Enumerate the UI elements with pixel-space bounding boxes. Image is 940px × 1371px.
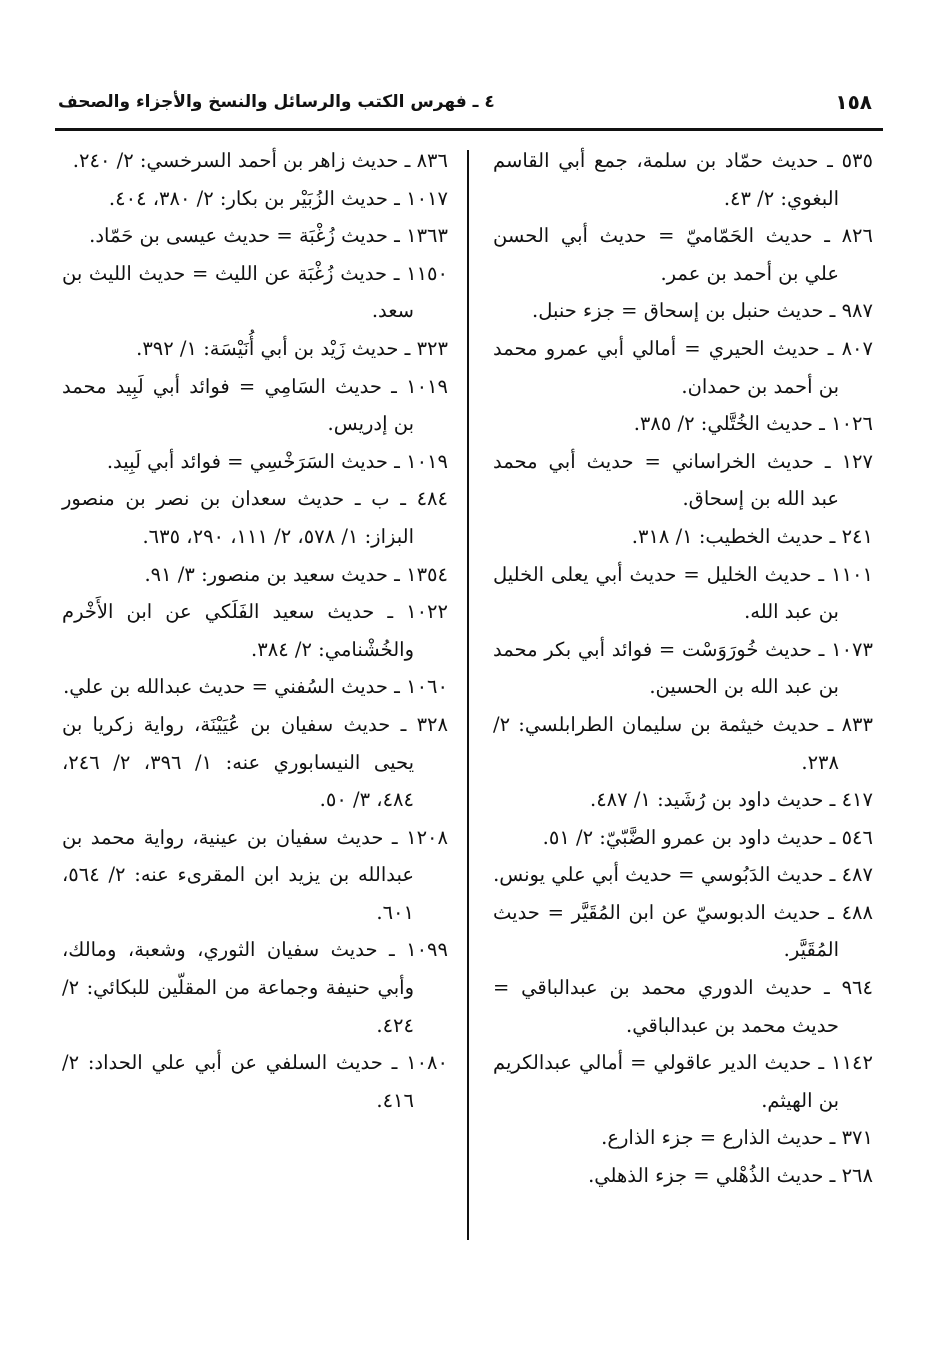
index-entry — [493, 217, 873, 292]
index-entry — [62, 668, 448, 706]
entry-heading: ٥٣٥ ـ حديث حمّاد بن سلمة، جمع أبي القاسم — [493, 149, 873, 172]
entry-continuation: محمد بن أحمد بن حمدان. — [493, 336, 839, 398]
entry-heading: ١٠٧٣ ـ حديث خُورَوَسْت = فوائد أبي بكر — [544, 637, 873, 661]
index-entry — [62, 443, 448, 481]
index-entry — [62, 1044, 448, 1119]
entry-heading: ٣٢٣ ـ حديث زَيْد بن أبي أُنَيْسَة: ١/ ٣٩٢. — [136, 336, 448, 360]
index-entry — [493, 894, 873, 969]
entry-heading: ١٠١٩ ـ حديث السَرَخْسِي = فوائد أبي لَبِيد. — [106, 449, 448, 473]
index-entry — [493, 819, 873, 857]
index-entry — [493, 556, 873, 631]
index-entry — [62, 330, 448, 368]
index-entry — [493, 1044, 873, 1119]
entry-heading: ٣٧١ ـ حديث الذارع = جزء الذارع. — [601, 1126, 873, 1150]
entry-continuation: يحيى النيسابوري عنه: ١/ ٣٩٦، ٢/ ٢٤٦، ٤٨٤، ٣/ ٥٠. — [62, 750, 414, 812]
index-entry — [493, 330, 873, 405]
entry-continuation: عبد الله بن إسحاق. — [682, 487, 839, 511]
index-entry — [62, 368, 448, 443]
left-column — [62, 142, 448, 1119]
entry-heading: ١١٥٠ ـ حديث زُغْبَة عن الليث = حديث — [138, 261, 448, 285]
entry-heading: ١٠٢٢ ـ حديث سعيد الفَلَكي عن ابن الأَخْرم — [62, 600, 448, 624]
index-entry — [493, 518, 873, 556]
index-entry — [62, 180, 448, 218]
entry-heading: ٢٦٨ ـ حديث الذُهْلي = جزء الذهلي. — [588, 1164, 873, 1188]
index-entry — [493, 856, 873, 894]
index-entry — [62, 142, 448, 180]
entry-continuation: يونس. — [493, 863, 546, 887]
index-entry — [62, 480, 448, 555]
entry-heading: ١٠١٩ ـ حديث السَامِي = فوائد أبي لَبِيد — [115, 374, 448, 398]
index-entry — [62, 593, 448, 668]
entry-heading: ٨٠٧ ـ حديث الحيري = أمالي أبي عمرو — [545, 336, 873, 360]
entry-heading: ٥٤٦ ـ حديث داود بن عمرو الضَّبّيّ: ٢/ ٥١. — [542, 825, 873, 849]
entry-heading: ٩٨٧ ـ حديث حنبل بن إسحاق = جزء حنبل. — [532, 299, 873, 323]
running-title: ٤ ـ فهرس الكتب والرسائل والنسخ والأجزاء والصحف — [58, 92, 495, 112]
entry-continuation: علي بن أحمد بن عمر. — [660, 261, 839, 285]
index-entry — [493, 405, 873, 443]
entry-continuation: المُقَيَّر. — [783, 938, 839, 962]
entry-continuation: الليث بن سعد. — [62, 261, 414, 323]
entry-continuation: ٢/ ٤١٦. — [62, 1051, 414, 1112]
index-entry — [493, 781, 873, 819]
entry-continuation: محمد بن إدريس. — [62, 374, 414, 436]
entry-continuation: علي. — [63, 675, 104, 699]
index-entry — [493, 1157, 873, 1195]
column-divider — [467, 150, 469, 1240]
index-entry — [62, 706, 448, 819]
index-entry — [62, 819, 448, 932]
entry-continuation: حديث محمد بن عبدالباقي. — [626, 1013, 839, 1037]
entry-heading: ١٠٦٠ ـ حديث السُفني = حديث عبدالله بن — [109, 675, 448, 699]
index-entry — [493, 142, 873, 217]
entry-heading: ٣٢٨ ـ حديث سفيان بن عُيَيْنَة، رواية زكريا بن — [62, 712, 448, 736]
entry-continuation: ٤٠٤. — [108, 186, 147, 210]
entry-heading: ١٣٥٤ ـ حديث سعيد بن منصور: ٣/ ٩١. — [144, 562, 448, 586]
index-entry — [493, 631, 873, 706]
entry-continuation: ٢/ ٢٣٨. — [493, 712, 839, 774]
entry-continuation: ومالك، وأبي حنيفة وجماعة من المقلّين للبكائي: ٢/ ٤٢٤. — [62, 938, 414, 1037]
entry-continuation: عبدالكريم بن الهيثم. — [493, 1051, 839, 1112]
header-rule — [55, 128, 883, 131]
entry-continuation: البزاز: ١/ ٥٧٨، ٢/ ١١١، ٢٩٠، ٦٣٥. — [142, 524, 414, 548]
entry-heading: ٩٦٤ ـ حديث الدوري محمد بن عبدالباقي = — [493, 976, 873, 1000]
entry-heading: ١٢٠٨ ـ حديث سفيان بن عينية، رواية محمد بن — [62, 825, 448, 849]
index-entry — [493, 969, 873, 1044]
index-entry — [62, 556, 448, 594]
entry-heading: ١٢٧ ـ حديث الخراساني = حديث أبي محمد — [493, 449, 873, 473]
index-entry — [493, 1119, 873, 1157]
entry-heading: ١٣٦٣ ـ حديث زُغْبَة = حديث عيسى بن حَمّاد. — [89, 224, 448, 248]
entry-heading: ٤٨٧ ـ حديث الدَبُوسي = حديث أبي علي — [551, 863, 873, 887]
entry-continuation: عبدالله بن يزيد ابن المقرىء عنه: ٢/ ٥٦٤، ٦٠١. — [62, 863, 414, 924]
index-entry — [62, 217, 448, 255]
entry-continuation: والخُشْنامي: ٢/ ٣٨٤. — [251, 637, 414, 661]
right-column — [493, 142, 873, 1195]
entry-continuation: ٢/ ٢٤٠. — [72, 149, 134, 172]
entry-heading: ١١٤٢ ـ حديث الدير عاقولي = أمالي — [579, 1051, 873, 1075]
entry-heading: ٨٣٣ ـ حديث خيثمة بن سليمان الطرابلسي: — [518, 712, 873, 736]
index-entry — [62, 931, 448, 1044]
entry-heading: ٤٨٤ ـ ب ـ حديث سعدان بن نصر بن منصور — [62, 487, 448, 511]
entry-heading: ٤١٧ ـ حديث داود بن رُشَيد: ١/ ٤٨٧. — [590, 788, 873, 812]
entry-heading: ١١٠١ ـ حديث الخليل = حديث أبي يعلى — [551, 562, 873, 586]
entry-heading: ٨٢٦ ـ حديث الحَمّاميّ = حديث أبي الحسن — [493, 224, 873, 248]
entry-continuation: الخليل بن عبد الله. — [493, 562, 839, 624]
entry-heading: ١٠٢٦ ـ حديث الخُتَّلي: ٢/ ٣٨٥. — [633, 412, 873, 436]
entry-heading: ١٠١٧ ـ حديث الزُبَيْر بن بكار: ٢/ ٣٨٠، — [152, 186, 448, 210]
entry-heading: ١٠٩٩ ـ حديث سفيان الثوري، وشعبة، — [127, 938, 448, 962]
entry-heading: ٨٣٦ ـ حديث زاهر بن أحمد السرخسي: — [139, 149, 448, 172]
index-entry — [62, 255, 448, 330]
entry-continuation: محمد بن عبد الله بن الحسين. — [493, 637, 839, 699]
page-number: ١٥٨ — [835, 90, 872, 114]
entry-heading: ٢٤١ ـ حديث الخطيب: ١/ ٣١٨. — [631, 524, 873, 548]
index-entry — [493, 443, 873, 518]
entry-continuation: البغوي: ٢/ ٤٣. — [723, 186, 839, 210]
page-header — [58, 88, 878, 122]
entry-heading: ١٠٨٠ ـ حديث السلفي عن أبي علي الحداد: — [87, 1051, 448, 1075]
index-entry — [493, 292, 873, 330]
entry-heading: ٤٨٨ ـ حديث الدبوسيّ عن ابن المُقَيَّر = حديث — [493, 900, 873, 924]
index-entry — [493, 706, 873, 781]
